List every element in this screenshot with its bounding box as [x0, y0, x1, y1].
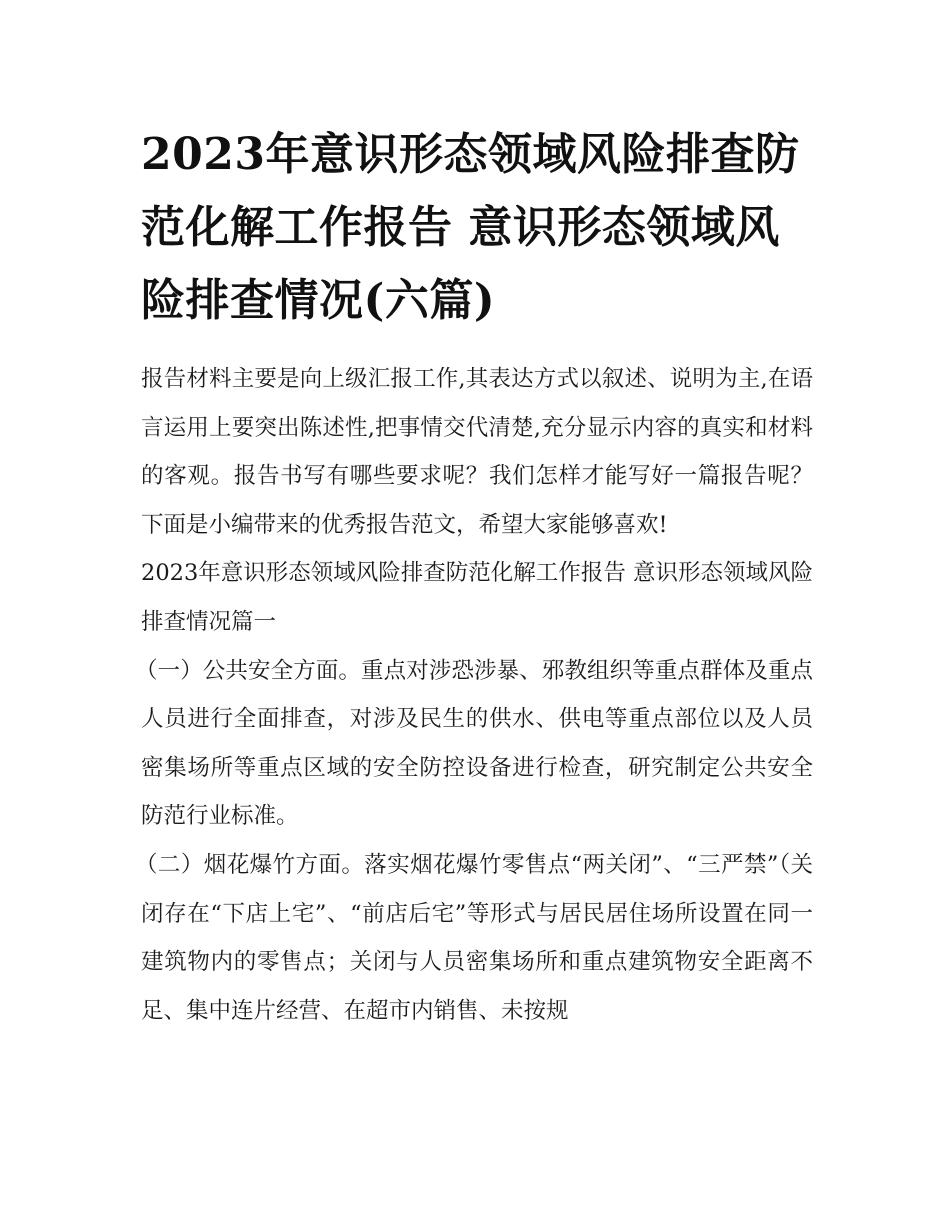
public-safety-paragraph: （一）公共安全方面。重点对涉恐涉暴、邪教组织等重点群体及重点人员进行全面排查，对涉及民生的供水、供电等重点部位以及人员密集场所等重点区域的安全防控设备进行检查，研究制定公共安全防范行业标准。 [135, 657, 813, 830]
fireworks-paragraph: （二）烟花爆竹方面。落实烟花爆竹零售点“两关闭”、“三严禁”（关闭存在“下店上宅”、“前店后宅”等形式与居民居住场所设置在同一建筑物内的零售点；关闭与人员密集场所和重点建筑物安全距离不足、集中连片经营、在超市内销售、未按规 [135, 851, 813, 1024]
intro-paragraph: 报告材料主要是向上级汇报工作,其表达方式以叙述、说明为主,在语言运用上要突出陈述性,把事情交代清楚,充分显示内容的真实和材料的客观。报告书写有哪些要求呢？我们怎样才能写好一篇报告呢？下面是小编带来的优秀报告范文，希望大家能够喜欢! [141, 366, 813, 538]
document-body [135, 355, 813, 1035]
document-page [135, 118, 813, 1035]
section-heading-paragraph: 2023年意识形态领域风险排查防范化解工作报告 意识形态领域风险排查情况篇一 [141, 560, 813, 635]
document-title: 2023年意识形态领域风险排查防范化解工作报告 意识形态领域风险排查情况(六篇) [141, 129, 800, 326]
